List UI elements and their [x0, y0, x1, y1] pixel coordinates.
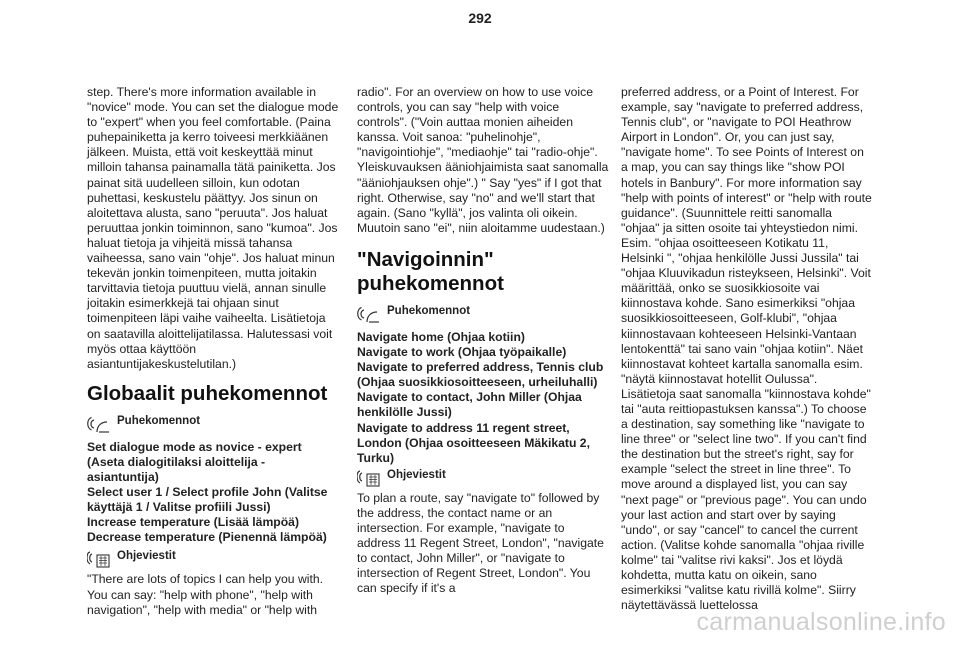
voice-command: Select user 1 / Select profile John (Valitse käyttäjä 1 / Valitse profiili Jussi): [87, 485, 328, 515]
column-1: [87, 85, 339, 618]
voice-command: Navigate home (Ohjaa kotiin): [357, 329, 525, 344]
voice-command: Increase temperature (Lisää lämpöä): [87, 515, 300, 530]
voice-commands-header: [357, 302, 609, 324]
guide-messages-label: Ohjeviestit: [117, 550, 176, 563]
voice-command: Set dialogue mode as novice - expert (Aseta dialogitilaksi aloittelija - asiantuntija): [87, 439, 302, 484]
section-heading-navigation-commands: "Navigoinnin" puhekomennot: [357, 247, 504, 295]
voice-commands-header: [87, 412, 339, 434]
guide-message-text: "There are lots of topics I can help you with. You can say: "help with phone", "help with navigation", "help with media" or "help with: [87, 572, 324, 617]
voice-command-list: [87, 440, 339, 546]
voice-command: Navigate to work (Ohjaa työpaikalle): [357, 345, 567, 360]
guide-message-text: To plan a route, say "navigate to" followed by the address, the contact name or an intersection. For example, "navigate to address 11 Regent Street, London", "navigate to contact, John Miller", or "navigate to intersection of Regent Street, London". You can specify if it's a: [357, 490, 604, 596]
guide-messages-label: Ohjeviestit: [387, 468, 446, 481]
page-number: 292: [468, 10, 492, 26]
section-heading-global-commands: Globaalit puhekomennot: [87, 381, 328, 405]
voice-command: Navigate to address 11 regent street, London (Ohjaa osoitteeseen Mäkikatu 2, Turku): [357, 420, 590, 465]
speech-wave-icon: [87, 412, 111, 434]
speech-screen-icon: [357, 466, 381, 488]
column-3: [621, 85, 873, 613]
voice-command: Decrease temperature (Pienennä lämpöä): [87, 530, 327, 545]
column-3-text: preferred address, or a Point of Interest. For example, say "navigate to preferred address, Tennis club", or "navigate to POI Heathrow Airport in London". Or, you can just say, "navigate home". To see Points of Interest on a map, you can say things like "show POI hotels in Banbury". For more information say "help with points of interest" or "help with route guidance". (Suunnittele reitti sanomalla "ohjaa" ja sitten osoite tai yhteystiedon nimi. Esim. "ohjaa osoitteeseen Kotikatu 11, Helsinki ", "ohjaa henkilölle Jussi Jussila" tai "ohjaa Kluuvikadun risteykseen, Helsinki". Voit määrittää, onko se suosikkiosoite vai kiinnostava kohde. Sano esimerkiksi "ohjaa suosikkiosoitteeseen, Golf-klubi", "ohjaa kiinnostavaan kohteeseen Helsinki-Vantaan lentokenttä" tai sano vain "ohjaa kotiin". Näet kiinnostavat kohteet kartalla sanomalla esim. "näytä kiinnostavat hotellit Oulussa". Lisätietoja saat sanomalla "kiinnostava kohde" tai "auta reittiopastuksen kanssa".) To choose a destination, say something like "navigate to line three" or "select line two". If you can't find the destination but the street's right, say for example "select the street in line three". To move around a displayed list, you can say "next page" or "previous page". You can undo your last action and start over by saying "undo", or say "cancel" to cancel the current action. (Valitse kohde sanomalla "ohjaa riville kolme" tai "valitse rivi kaksi". Jos et löydä kohdetta, mutta katu on oikein, sano esimerkiksi "valitse katu rivillä kolme". Siirry näytettävässä luettelossa: [621, 85, 872, 613]
voice-commands-label: Puhekomennot: [387, 304, 471, 317]
speech-wave-icon: [357, 302, 381, 324]
voice-command: Navigate to preferred address, Tennis club (Ohjaa suosikkiosoitteeseen, urheiluhalli): [357, 360, 604, 390]
voice-command-list: [357, 330, 609, 466]
watermark: carmanualsonline.info: [696, 608, 946, 636]
guide-messages-header: [357, 466, 609, 488]
column-1-intro: step. There's more information available in "novice" mode. You can set the dialogue mode to "expert" when you feel comfortable. (Paina puhepainiketta ja kerro toiveesi merkkiäänen jälkeen. Muista, että voit keskeyttää minut milloin tahansa painamalla tätä painiketta. Jos painat sitä uudelleen silloin, kun odotan puhettasi, keskustelu päättyy. Jos sinun on aloitettava alusta, sano "peruuta". Jos haluat peruuttaa jonkin toiminnon, sano "kumoa". Jos haluat tietoja ja vihjeitä missä tahansa vaiheessa, sano vain "ohje". Jos haluat minun tekevän jonkin toimenpiteen, mutta joitakin tarvittavia tietoja puuttuu vielä, annan sinulle joitakin esimerkkejä tai ohjaan sinut toimenpiteen läpi vaihe vaiheelta. Lisätietoja on saatavilla aloittelijatilassa. Halutessasi voit myös ottaa käyttöön asiantuntijakeskustelutilan.): [87, 85, 339, 371]
column-2-intro: radio". For an overview on how to use voice controls, you can say "help with voice controls". ("Voin auttaa monien aiheiden kanssa. Voit sanoa: "puhelinohje", "navigointiohje", "mediaohje" tai "radio-ohje". Yleiskuvauksen ääniohjaimista saat sanomalla "ääniohjauksen ohje".) " Say "yes" if I got that right. Otherwise, say "no" and we'll start that again. (Sano "kyllä", jos valinta oli oikein. Muutoin sano "ei", niin aloitamme uudestaan.): [357, 85, 609, 235]
guide-messages-header: [87, 547, 339, 569]
speech-screen-icon: [87, 547, 111, 569]
voice-commands-label: Puhekomennot: [117, 414, 201, 427]
voice-command: Navigate to contact, John Miller (Ohjaa henkilölle Jussi): [357, 390, 582, 420]
column-2: [357, 85, 609, 596]
